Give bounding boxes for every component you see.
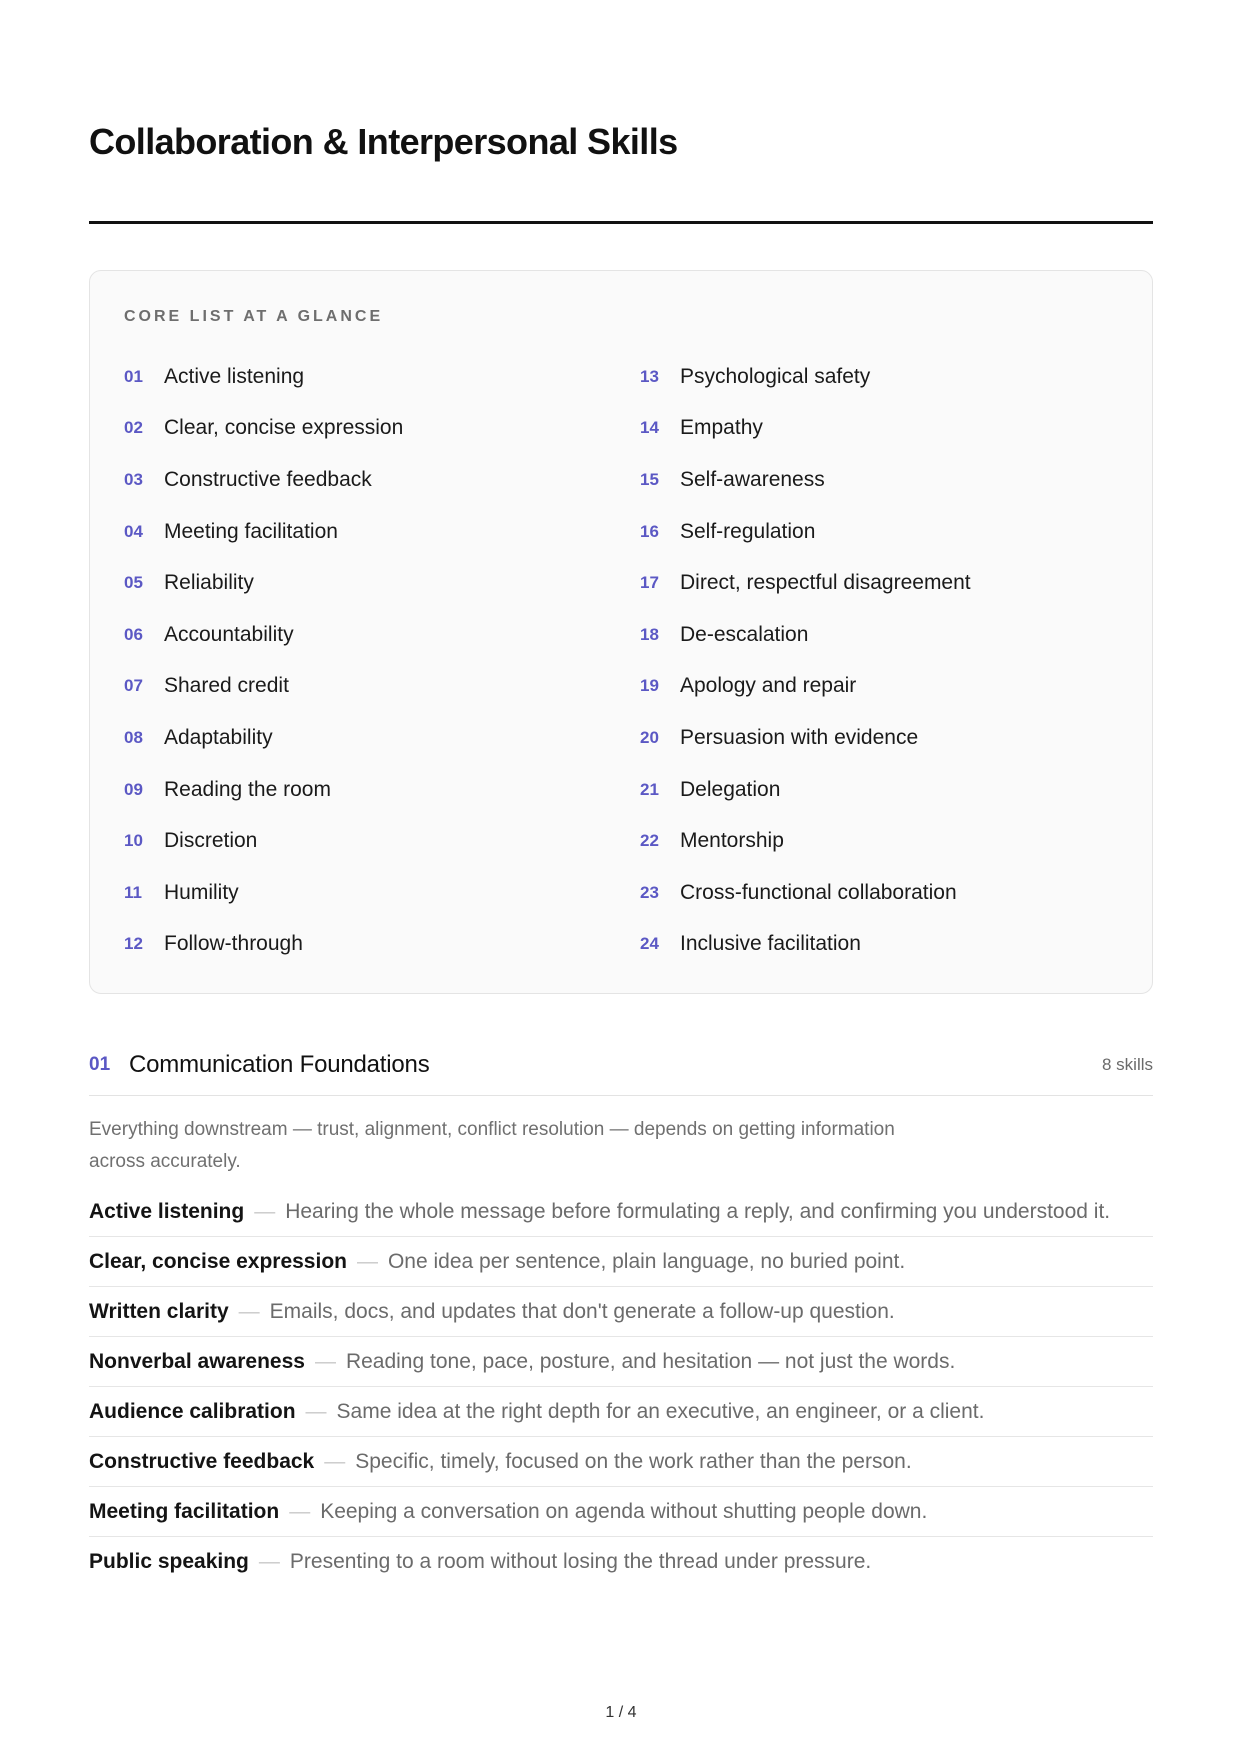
skill-separator: — xyxy=(356,1250,378,1273)
glance-item-label: Meeting facilitation xyxy=(164,519,338,543)
glance-item xyxy=(124,557,604,609)
glance-item xyxy=(640,764,1120,816)
glance-column-right xyxy=(640,351,1120,970)
glance-item-number: 24 xyxy=(640,934,659,954)
glance-item-label: Inclusive facilitation xyxy=(680,932,861,956)
glance-item-number: 15 xyxy=(640,469,659,489)
glance-item-label: Cross-functional collaboration xyxy=(680,880,957,904)
glance-item xyxy=(640,454,1120,506)
glance-item-number: 08 xyxy=(124,727,143,747)
section-skill-count: 8 skills xyxy=(1101,1055,1153,1074)
glance-item xyxy=(640,609,1120,661)
glance-item-number: 10 xyxy=(124,831,143,851)
page-title: Collaboration & Interpersonal Skills xyxy=(89,121,678,162)
document-page xyxy=(89,0,1153,1756)
glance-item xyxy=(640,867,1120,919)
glance-item-label: Empathy xyxy=(680,416,763,440)
skill-description: One idea per sentence, plain language, no buried point. xyxy=(387,1250,906,1273)
glance-item xyxy=(640,506,1120,558)
glance-item xyxy=(640,815,1120,867)
glance-item xyxy=(124,815,604,867)
glance-item xyxy=(124,661,604,713)
glance-item xyxy=(124,506,604,558)
glance-item-number: 05 xyxy=(124,573,143,593)
glance-item xyxy=(124,454,604,506)
glance-item xyxy=(124,764,604,816)
skill-name: Public speaking xyxy=(89,1550,249,1573)
skill-name: Audience calibration xyxy=(89,1400,296,1423)
glance-item-number: 22 xyxy=(640,831,659,851)
glance-item-label: Direct, respectful disagreement xyxy=(680,571,971,595)
skill-name: Active listening xyxy=(89,1200,245,1223)
glance-item xyxy=(124,919,604,971)
skill-row xyxy=(89,1195,1153,1237)
skill-separator: — xyxy=(258,1550,280,1573)
glance-item-number: 16 xyxy=(640,521,659,541)
glance-item xyxy=(640,712,1120,764)
skill-description: Hearing the whole message before formulating a reply, and confirming you understood it. xyxy=(285,1200,1111,1223)
glance-item-number: 12 xyxy=(124,934,143,954)
glance-item-number: 06 xyxy=(124,624,143,644)
glance-item-label: Self-regulation xyxy=(680,519,816,543)
glance-item-label: Clear, concise expression xyxy=(164,416,404,440)
glance-item-label: Self-awareness xyxy=(680,467,825,491)
section-divider xyxy=(89,1095,1153,1096)
glance-item-number: 14 xyxy=(640,418,659,438)
skill-row xyxy=(89,1487,1153,1537)
glance-item xyxy=(124,351,604,403)
glance-column-left xyxy=(124,351,604,970)
skill-separator: — xyxy=(238,1300,260,1323)
skill-separator: — xyxy=(254,1200,276,1223)
skills-list xyxy=(89,1195,1153,1586)
glance-item xyxy=(124,403,604,455)
glance-item xyxy=(640,403,1120,455)
glance-item-number: 18 xyxy=(640,624,659,644)
glance-item-label: De-escalation xyxy=(680,622,809,646)
glance-item-label: Mentorship xyxy=(680,829,784,853)
glance-item-label: Reading the room xyxy=(164,777,331,801)
glance-item-label: Apology and repair xyxy=(680,674,857,698)
glance-item-label: Humility xyxy=(164,880,239,904)
section-number: 01 xyxy=(89,1054,111,1075)
glance-item-number: 03 xyxy=(124,469,143,489)
glance-item-label: Adaptability xyxy=(164,725,273,749)
skill-name: Nonverbal awareness xyxy=(89,1350,305,1373)
glance-item-label: Psychological safety xyxy=(680,364,871,388)
glance-item-label: Active listening xyxy=(164,364,305,388)
page-number: 1 / 4 xyxy=(605,1704,637,1721)
skill-row xyxy=(89,1337,1153,1387)
skill-row xyxy=(89,1287,1153,1337)
glance-item-label: Discretion xyxy=(164,829,258,853)
glance-item-label: Accountability xyxy=(164,622,294,646)
skill-name: Written clarity xyxy=(89,1300,229,1323)
glance-item-label: Follow-through xyxy=(164,932,303,956)
skill-name: Meeting facilitation xyxy=(89,1500,280,1523)
glance-item xyxy=(640,919,1120,971)
glance-item-number: 19 xyxy=(640,676,659,696)
section-intro: Everything downstream — trust, alignment, conflict resolution — depends on getting information across accurately. xyxy=(89,1119,895,1172)
section-header xyxy=(89,1040,1153,1090)
skill-description: Specific, timely, focused on the work rather than the person. xyxy=(355,1450,912,1473)
skill-separator: — xyxy=(305,1400,327,1423)
glance-item-number: 20 xyxy=(640,727,659,747)
section-title: Communication Foundations xyxy=(129,1051,430,1078)
glance-item-number: 09 xyxy=(124,779,143,799)
skill-description: Reading tone, pace, posture, and hesitation — not just the words. xyxy=(345,1350,956,1373)
glance-card xyxy=(89,270,1153,994)
glance-item-number: 01 xyxy=(124,366,143,386)
skill-separator: — xyxy=(289,1500,311,1523)
glance-item xyxy=(640,661,1120,713)
title-divider xyxy=(89,221,1153,224)
glance-item-number: 04 xyxy=(124,521,143,541)
glance-item-number: 21 xyxy=(640,779,659,799)
glance-item-number: 23 xyxy=(640,882,659,902)
glance-item xyxy=(640,557,1120,609)
skill-row xyxy=(89,1387,1153,1437)
skill-description: Same idea at the right depth for an executive, an engineer, or a client. xyxy=(336,1400,985,1423)
skill-row xyxy=(89,1237,1153,1287)
glance-item xyxy=(124,712,604,764)
glance-item xyxy=(124,609,604,661)
skill-description: Keeping a conversation on agenda without shutting people down. xyxy=(320,1500,928,1523)
skill-name: Clear, concise expression xyxy=(89,1250,347,1273)
glance-item xyxy=(124,867,604,919)
glance-item-number: 13 xyxy=(640,366,659,386)
skill-row xyxy=(89,1537,1153,1586)
glance-item-number: 07 xyxy=(124,676,143,696)
glance-item-number: 02 xyxy=(124,418,143,438)
skill-separator: — xyxy=(324,1450,346,1473)
glance-item-number: 11 xyxy=(124,882,142,902)
skill-description: Emails, docs, and updates that don't generate a follow-up question. xyxy=(269,1300,895,1323)
glance-item-label: Delegation xyxy=(680,777,781,801)
glance-item-label: Persuasion with evidence xyxy=(680,725,919,749)
skill-description: Presenting to a room without losing the thread under pressure. xyxy=(289,1550,872,1573)
skill-row xyxy=(89,1437,1153,1487)
glance-item-label: Shared credit xyxy=(164,674,289,698)
glance-heading: CORE LIST AT A GLANCE xyxy=(124,308,384,325)
glance-item-label: Reliability xyxy=(164,571,254,595)
glance-item-number: 17 xyxy=(640,573,659,593)
glance-item xyxy=(640,351,1120,403)
skill-separator: — xyxy=(314,1350,336,1373)
glance-item-label: Constructive feedback xyxy=(164,467,372,491)
skill-name: Constructive feedback xyxy=(89,1450,315,1473)
